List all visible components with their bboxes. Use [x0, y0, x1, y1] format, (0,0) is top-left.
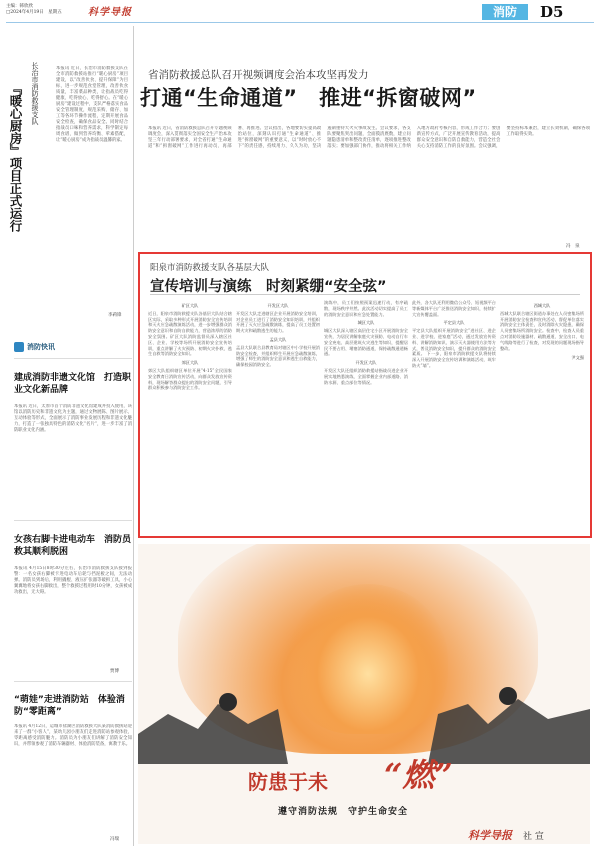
divider — [14, 681, 132, 682]
feature-column-1 — [148, 300, 232, 532]
story4-body: 本报讯 4月12日，运城市盐湖区消防救援大队某消防救援站迎来了一群“小客人”，某幼儿园小朋友们走进消防站参观体验，零距离感受消防魅力。消防员为小朋友们讲解了消防安全知识，并带领参观了消防车辆器材、体验消防装备，寓教于乐。 — [14, 724, 132, 747]
feature-byline: 尹文强 — [571, 355, 584, 361]
paragraph: 城区大队深入辖区高层住宅小区开展消防安全宣传，为居民讲解家庭火灾预防、电动自行车安全充电、高层建筑火灾逃生等知识，提醒居民不要占用、堵塞消防通道，保持疏散通道畅通。 — [324, 328, 408, 357]
paragraph: 平定县大队组织开展消防安全“进社区、进企业、进学校、进家庭”活动，通过发放宣传资料、讲解消防知识、演示灭火器使用方法等方式，普及消防安全知识，提升群众的消防安全素质。 — [412, 328, 496, 357]
editor-line: 主编：韩欣欣 — [6, 4, 33, 9]
subhead: 孟县大队 — [269, 336, 287, 342]
ad-slogan-highlight: “燃” — [384, 756, 453, 794]
column-separator — [133, 26, 134, 846]
masthead-logo: 科学导报 — [88, 7, 132, 18]
story3-byline: 贾博 — [110, 669, 119, 674]
paragraph: 西城大队联合辖区街道办事处在人员密集场所开展消防安全检查和宣传活动，督促单位落实消防安全主体责任，及时消除火灾隐患，确保人员密集场所消防安全。检查中，检查人员重点对消防设施器材、疏散通道、安全出口、电气线路等进行了检查，对发现的问题现场指导整改。 — [500, 310, 584, 351]
feature-kicker: 阳泉市消防救援支队各基层大队 — [150, 263, 270, 273]
left-column — [6, 26, 130, 846]
feature-column-2 — [236, 300, 320, 532]
firefighters-silhouette — [138, 674, 590, 764]
paragraph: 孟县大队联合县教育局对辖区中小学校开展消防安全检查，并组织师生开展应急疏散演练，增强了师生的消防安全意识和逃生自救能力，确保校园消防安全。 — [236, 344, 320, 368]
feature-column-4 — [412, 300, 496, 532]
subhead: 开发区大队 — [267, 303, 289, 308]
paragraph: 开发区大队还组织消防救援站指战员进企业开展实地熟悉演练，全面掌握企业内部道路、消防水源、重点部位等情况。 — [324, 367, 408, 385]
story2-body: 本报讯 近日，太原市首个消防非遗文化馆建成并投入使用，该馆以消防历史和非遗文化为主题，通过文物展陈、图片展示、互动体验等形式，全面展示了消防事业发展历程和非遗文化魅力，打造了一张独具特色的消防文化“名片”，进一步丰富了消防职业文化内涵。 — [14, 404, 132, 433]
story1-body: 本报讯 近日，长治市消防救援支队在全市消防救援站推行“暖心厨房”项目建设，以“改善伙食、提升保障”为目标，进一步规范食堂管理，改善伙食质量，丰富菜品种类，让指战员吃得健康、吃得放心、吃得舒心。在“暖心厨房”建设过程中，支队严格落实食品安全管理制度，规范采购、储存、加工等各环节操作流程，定期开展食品安全检查，确保食品安全。同时结合指战员口味和营养需求，科学制定每周食谱，做到营养均衡、荤素搭配，让“暖心厨房”成为指战员温馨的家。 — [56, 66, 128, 143]
feature-column-5 — [500, 300, 584, 532]
ad-brand-suffix: 社 宣 — [523, 832, 544, 842]
top-byline: 冯 泉 — [566, 244, 580, 249]
ad-slogan-prefix: 防患于未 — [248, 770, 328, 794]
top-headline: 打通“生命通道” 推进“拆窗破网” — [140, 86, 477, 110]
ad-subline: 遵守消防法规 守护生命安全 — [278, 807, 409, 817]
paragraph: 开发区大队走进辖区企业开展消防安全培训，对企业员工进行了消防安全知识培训，并组织开展了灭火应急疏散演练，提高了员工处置初期火灾和疏散逃生的能力。 — [236, 310, 320, 334]
section-label: 消防 — [482, 4, 528, 20]
feature-column-3 — [324, 300, 408, 532]
fire-safety-ad — [138, 544, 590, 844]
paragraph: 下一步，阳泉市消防救援支队将持续深入开展消防安全宣传培训和演练活动，筑牢防火“墙”。 — [412, 351, 496, 368]
ad-brand-logo: 科学导报 — [468, 829, 512, 842]
divider — [14, 358, 132, 359]
top-kicker: 省消防救援总队召开视频调度会治本攻坚再发力 — [148, 69, 369, 81]
story1-title: 『暖心厨房』项目正式运行 — [8, 82, 23, 232]
masthead-info — [6, 4, 62, 16]
subhead: 郊区大队 — [181, 360, 199, 366]
feature-rule — [150, 294, 580, 295]
column-label — [14, 340, 78, 354]
feature-article — [138, 252, 592, 538]
page-number: D5 — [540, 3, 564, 21]
header-rule — [6, 22, 594, 23]
feature-title: 宣传培训与演练 时刻紧绷“安全弦” — [150, 279, 387, 295]
subhead: 矿区大队 — [181, 303, 199, 308]
paragraph: 此外，各大队还利用微信公众号、短视频平台等新媒体平台广泛推送消防安全知识，持续扩大宣传覆盖面。 — [412, 300, 496, 317]
column-label-text: 消防快讯 — [27, 343, 55, 351]
subhead: 开发区大队 — [355, 360, 377, 366]
paragraph: 演练中，员工们按照预案迅速行动，有序疏散，现场秩序井然。此次活动切实提高了员工的消防安全意识和应急处置能力。 — [324, 300, 408, 317]
paragraph: 近日，阳泉市消防救援支队各基层大队结合辖区实际，采取多种形式开展消防安全宣传培训和灭火应急疏散演练活动，进一步增强群众消防安全意识和自防自救能力，营造浓厚的消防安全氛围。矿区大队消防监督员深入辖区社区、企业、学校等场所开展消防安全宣传培训，重点讲解了火灾预防、初期火灾扑救、逃生自救等消防安全知识。 — [148, 310, 232, 357]
story3-body: 本报讯 4月15日8时30分左右，长治市消防救援支队接到报警：一名女孩右脚被卡进电动车后轮与挡泥板之间，无法动弹。消防员到场后，利用撬棍、液压扩张器等破拆工具，小心翼翼地将女孩右脚救出，整个救援过程用时10分钟，女孩被成功救出，无大碍。 — [14, 566, 132, 595]
story1-org-label: 长治市消防救援支队 — [31, 62, 39, 125]
paragraph: 郊区大队组织辖区单位开展“4·15”全民国家安全教育日消防宣传活动，向群众发放宣传资料，现场解答群众提出的消防安全问题，引导群众积极参与消防安全工作。 — [148, 367, 232, 391]
subhead: 城区大队 — [357, 320, 375, 326]
story3-title: 女孩右脚卡进电动车 消防员救其顺利脱困 — [14, 535, 132, 557]
story2-title: 建成消防非遗文化馆 打造职业文化新品牌 — [14, 373, 132, 395]
divider — [14, 520, 132, 521]
story4-title: “萌娃”走进消防站 体验消防“零距离” — [14, 695, 125, 717]
top-body: 本报讯 近日，省消防救援总队召开专题视频调度会，深入贯彻落实全国安全生产治本攻坚三年行动部署要求，对全省打通“生命通道”和“拆窗破网”工作进行再动员、再部署、再推进。会议指出，各地要切实提高政治站位，深刻认识打通“生命通道”、推进“拆窗破网”的重要意义，以“时时放心不下”的责任感，持续用力、久久为功，坚决遏制重特大火灾事故发生。会议要求，各支队要聚焦突出问题，全面摸清底数，建立问题隐患清单和整改责任清单，逐项推进整改落实；要加强部门协作，推动将相关工作纳入地方政府考核内容，形成工作合力；要创新宣传方式，广泛开展宣传教育活动，提高群众安全意识和自防自救能力，营造全社会关心支持消防工作的良好氛围。会议强调，要坚持标本兼治，建立长效机制，确保各项工作取得实效。 — [148, 126, 590, 149]
story4-byline: 冯瑞 — [110, 837, 119, 842]
story1-byline: 李莉锋 — [108, 313, 122, 318]
date-line: □2024年4月19日 星期五 — [6, 10, 62, 15]
subhead: 平定县大队 — [443, 320, 465, 326]
column-icon — [14, 342, 24, 352]
subhead: 西城大队 — [533, 303, 551, 308]
